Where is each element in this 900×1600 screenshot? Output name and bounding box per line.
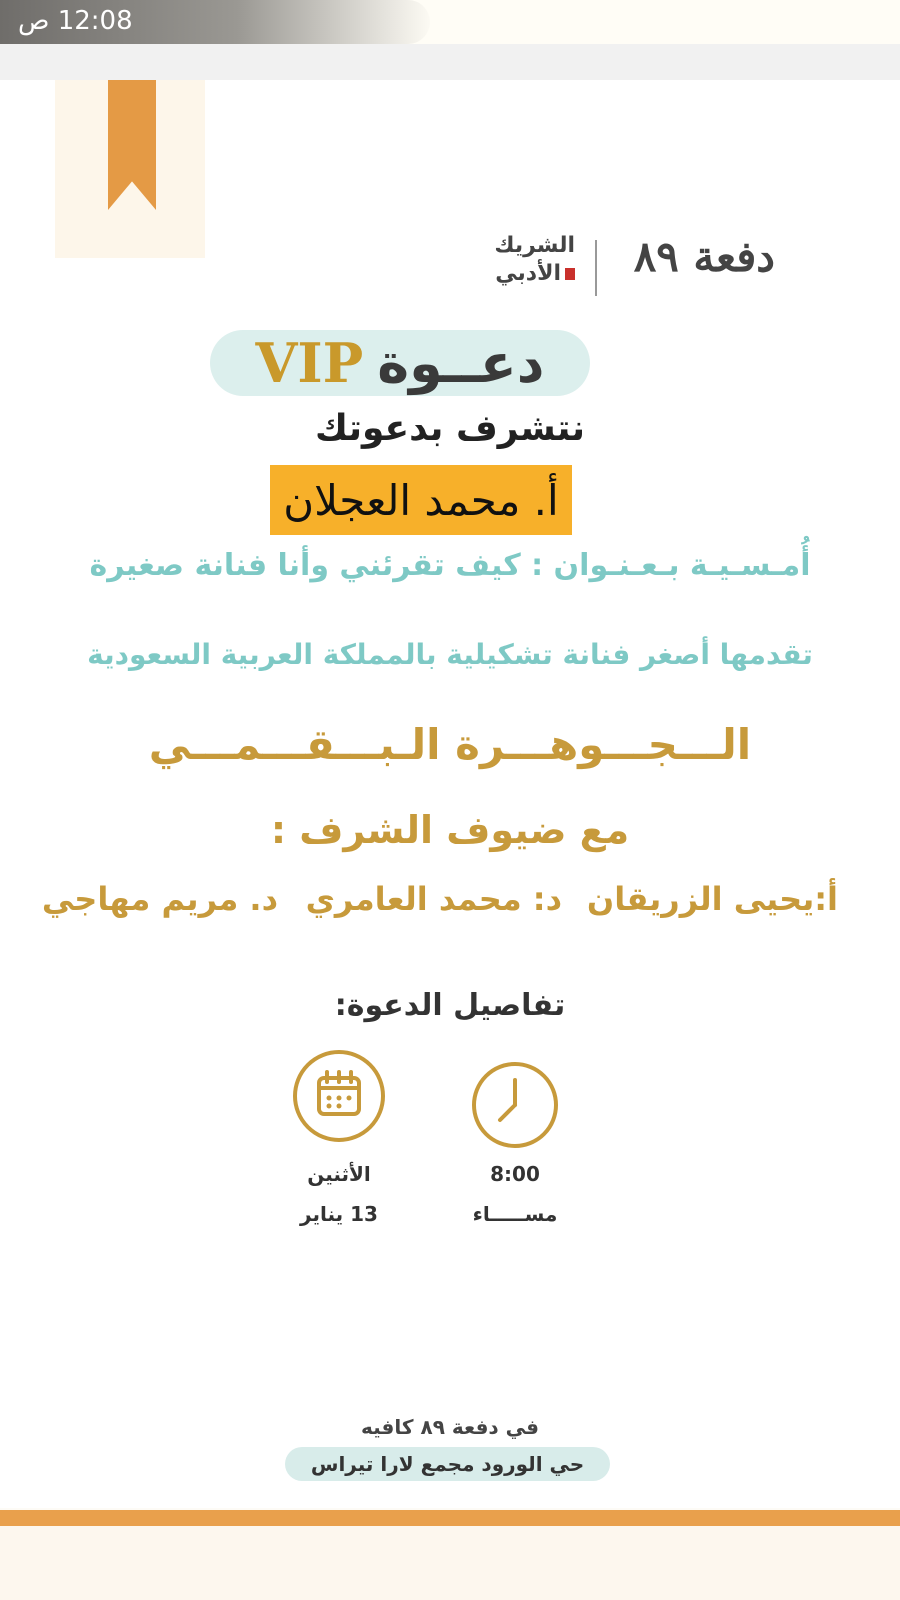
address-text: حي الورود مجمع لارا تيراس bbox=[310, 1452, 585, 1476]
guest-2: د: محمد العامري bbox=[305, 880, 562, 918]
status-bar bbox=[0, 0, 900, 44]
guest-1: أ:يحيى الزريقان bbox=[586, 880, 838, 918]
details-title: تفاصيل الدعوة: bbox=[334, 988, 566, 1023]
evening-title: أُمـسـيـة بـعـنـوان : كيف تقرئني وأنا فنانة صغيرة bbox=[89, 548, 811, 583]
logo bbox=[455, 232, 775, 302]
partner-logo bbox=[455, 232, 575, 288]
invitee-name: أ. محمد العجلان bbox=[270, 465, 572, 535]
partner-line-1: الشريك bbox=[494, 233, 575, 258]
bottom-orange-band bbox=[0, 1510, 900, 1526]
book-icon bbox=[565, 268, 575, 280]
day-value: الأثنين bbox=[307, 1162, 371, 1186]
guest-3: د. مريم مهاجي bbox=[41, 880, 278, 918]
time-value: 8:00 bbox=[490, 1162, 540, 1186]
presenter-name: الـــجـــوهـــرة الـبـــقـــمـــي bbox=[148, 720, 752, 769]
venue-line: في دفعة ٨٩ كافيه bbox=[361, 1415, 539, 1439]
brand-logo-text: دفعة ٨٩ bbox=[633, 232, 775, 281]
guests-title: مع ضيوف الشرف : bbox=[270, 808, 630, 852]
invitation-word: دعــوة bbox=[377, 331, 545, 395]
vip-label: VIP bbox=[255, 331, 364, 395]
top-gap bbox=[0, 44, 900, 80]
bottom-area bbox=[0, 1526, 900, 1600]
vip-title-pill bbox=[210, 330, 590, 396]
status-time: 12:08 ص bbox=[18, 6, 133, 36]
calendar-icon bbox=[293, 1050, 385, 1142]
time-period: مســـــاء bbox=[472, 1202, 558, 1226]
partner-line-2: الأدبي bbox=[495, 261, 561, 286]
date-value: 13 يناير bbox=[300, 1202, 378, 1226]
honor-line: نتشرف بدعوتك bbox=[314, 408, 586, 449]
invitation-card bbox=[0, 80, 900, 1508]
status-time-pill bbox=[0, 0, 430, 44]
logo-divider bbox=[595, 240, 597, 296]
address-pill bbox=[285, 1447, 610, 1481]
presenter-line: تقدمها أصغر فنانة تشكيلية بالمملكة العربية السعودية bbox=[87, 638, 813, 671]
clock-icon bbox=[472, 1062, 558, 1148]
